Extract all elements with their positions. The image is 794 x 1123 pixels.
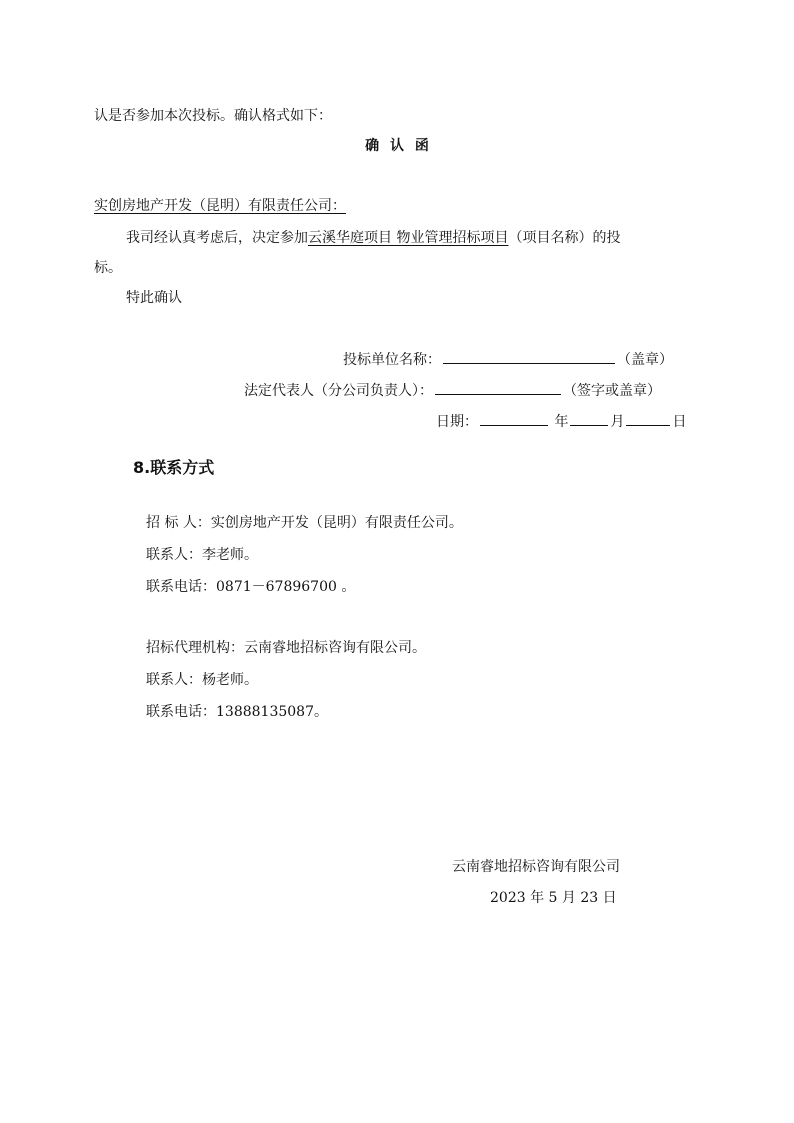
body-prefix: 我司经认真考虑后，决定参加 <box>126 230 308 246</box>
date-label: 日期： <box>436 414 478 430</box>
tenderer-value: 实创房地产开发（昆明）有限责任公司。 <box>210 515 463 531</box>
body-suffix: （项目名称）的投 <box>508 230 621 246</box>
letter-body <box>126 228 620 248</box>
day-label: 日 <box>672 414 687 430</box>
letter-title <box>0 136 794 156</box>
project-name: 云溪华庭项目 物业管理招标项目 <box>308 230 509 246</box>
contact-phone-2: 联系电话：13888135087。 <box>146 704 328 720</box>
letter-addressee: 实创房地产开发（昆明）有限责任公司： <box>94 198 346 214</box>
contact-person-1: 联系人：李老师。 <box>146 547 258 563</box>
rep-blank <box>435 380 561 395</box>
month-blank <box>570 411 608 426</box>
tenderer-line <box>146 513 463 533</box>
bidder-label: 投标单位名称： <box>343 352 441 368</box>
rep-line <box>244 380 661 401</box>
agency-line: 招标代理机构：云南睿地招标咨询有限公司。 <box>146 640 426 656</box>
year-label: 年 <box>554 414 569 430</box>
contact-person-2: 联系人：杨老师。 <box>146 672 258 688</box>
contact-heading: 8.联系方式 <box>133 458 215 477</box>
date-line <box>436 411 686 432</box>
year-blank <box>480 411 548 426</box>
letter-title-text: 确 认 函 <box>365 138 429 154</box>
bidder-line <box>343 349 673 370</box>
month-label: 月 <box>610 414 625 430</box>
bidder-note: （盖章） <box>617 352 673 368</box>
bidder-blank <box>443 349 615 364</box>
contact-phone-1: 联系电话：0871－67896700 。 <box>146 579 356 595</box>
intro-line: 认是否参加本次投标。确认格式如下： <box>94 108 332 124</box>
confirm-line: 特此确认 <box>126 290 182 306</box>
rep-label: 法定代表人（分公司负责人）： <box>244 383 433 399</box>
signature-company: 云南睿地招标咨询有限公司 <box>452 859 620 875</box>
rep-note: （签字或盖章） <box>563 383 661 399</box>
letter-body-wrap: 标。 <box>94 260 122 276</box>
day-blank <box>626 411 670 426</box>
tenderer-label: 招 标 人： <box>146 515 211 531</box>
signature-date: 2023 年 5 月 23 日 <box>490 890 617 906</box>
